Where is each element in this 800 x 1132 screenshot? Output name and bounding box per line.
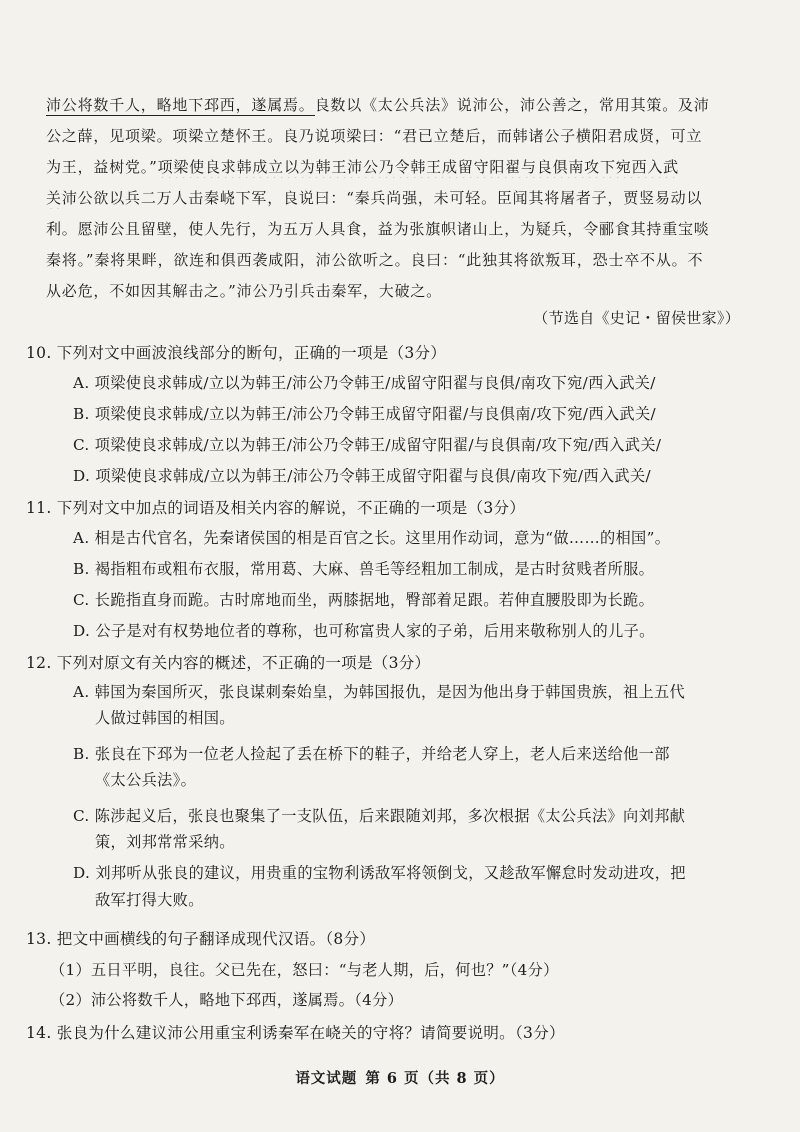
- passage-text: 为王，益树党。”: [46, 158, 158, 176]
- question-13-stem: 13. 把文中画横线的句子翻译成现代汉语。（8分）: [26, 930, 376, 948]
- question-11-stem: 11. 下列对文中加点的词语及相关内容的解说，不正确的一项是（3分）: [26, 499, 526, 517]
- footer-subject: 语文试题: [295, 1070, 358, 1087]
- question-10-stem: 10. 下列对文中画波浪线部分的断句，正确的一项是（3分）: [26, 344, 447, 362]
- question-12-option-c: C. 陈涉起义后，张良也聚集了一支队伍，后来跟随刘邦，多次根据《太公兵法》向刘邦献: [73, 807, 686, 825]
- question-12-option-a-cont: 人做过韩国的相国。: [95, 709, 235, 727]
- footer-page-number: 第 6 页（共 8 页）: [365, 1070, 505, 1087]
- passage-source: （节选自《史记・留侯世家》）: [533, 309, 740, 327]
- question-10-option-b: B. 项梁使良求韩成/立以为韩王/沛公乃令韩王成留守阳翟/与良俱南/攻下宛/西入武关/: [73, 405, 656, 423]
- question-10-option-d: D. 项梁使良求韩成/立以为韩王/沛公乃令韩王成留守阳翟与良俱/南攻下宛/西入武关/: [73, 467, 651, 485]
- question-12-stem: 12. 下列对原文有关内容的概述，不正确的一项是（3分）: [26, 654, 431, 672]
- question-11-option-c: C. 长跪指直身而跪。古时席地而坐，两膝据地，臀部着足跟。若伸直腰股即为长跪。: [73, 591, 655, 609]
- question-12-option-d-cont: 敌军打得大败。: [95, 891, 204, 909]
- passage-line-5: [46, 218, 758, 240]
- passage-text: 秦将。”秦将果畔，欲连和俱西袭咸阳，沛公欲听之。良曰：“此独其将欲叛耳，恐士卒不从。不: [46, 251, 704, 269]
- passage-line-4: [46, 187, 758, 209]
- passage-text: 沛公欲以兵二万人击秦峣下军，良说曰：“秦兵尚强，未可轻。臣闻其将屠者子，贾竖易动以: [61, 189, 703, 207]
- question-13-item-2: （2）沛公将数千人，略地下邳西，遂属焉。（4分）: [50, 991, 404, 1009]
- wavy-underlined-text: 项梁使良求韩成立以为韩王沛公乃令韩王成留守阳翟与良俱南攻下宛西入武: [157, 158, 679, 176]
- passage-text: 良数以《太公兵法》说沛公，沛公善之，常用其策。及沛: [314, 96, 710, 114]
- question-12-option-a: A. 韩国为秦国所灭，张良谋刺秦始皇，为韩国报仇，是因为他出身于韩国贵族，祖上五代: [73, 683, 686, 701]
- question-13-item-1: （1）五日平明，良往。父已先在，怒曰：“与老人期，后，何也？”（4分）: [50, 961, 559, 979]
- passage-line-2: [46, 125, 758, 147]
- question-12-option-b-cont: 《太公兵法》。: [95, 771, 197, 789]
- passage-text: 从必危，不如因其解击之。”沛公乃引兵击秦军，大破之。: [46, 282, 442, 300]
- passage-line-3: [46, 156, 758, 178]
- question-10-option-c: C. 项梁使良求韩成/立以为韩王/沛公乃令韩王/成留守阳翟/与良俱南/攻下宛/西入武关/: [73, 436, 662, 454]
- question-11-option-d: D. 公子是对有权势地位者的尊称，也可称富贵人家的子弟，后用来敬称别人的儿子。: [73, 622, 655, 640]
- question-14-stem: 14. 张良为什么建议沛公用重宝利诱秦军在峣关的守将？请简要说明。（3分）: [26, 1024, 565, 1042]
- question-11-option-a: A. 相是古代官名，先秦诸侯国的相是百官之长。这里用作动词，意为“做……的相国”。: [73, 529, 671, 547]
- passage-text: 利。愿沛公且留壁，使人先行，为五万人具食，益为张旗帜诸山上，为疑兵，令郦食其持重宝啖: [46, 220, 710, 238]
- page-footer: [0, 1067, 800, 1088]
- question-12-option-d: D. 刘邦听从张良的建议，用贵重的宝物利诱敌军将领倒戈，又趁敌军懈怠时发动进攻，把: [73, 864, 686, 882]
- passage-line-1: [46, 94, 758, 116]
- question-10-option-a: A. 项梁使良求韩成/立以为韩王/沛公乃令韩王/成留守阳翟与良俱/南攻下宛/西入武关/: [73, 374, 656, 392]
- question-12-option-c-cont: 策，刘邦常常采纳。: [95, 833, 235, 851]
- passage-line-6: [46, 249, 758, 271]
- underlined-sentence: 沛公将数千人，略地下邳西，遂属焉。: [46, 96, 315, 114]
- passage-line-7: [46, 280, 758, 302]
- question-12-option-b: B. 张良在下邳为一位老人捡起了丢在桥下的鞋子，并给老人穿上，老人后来送给他一部: [73, 745, 670, 763]
- wavy-underlined-text: 关: [46, 189, 62, 207]
- passage-text: 公之薛，见项梁。项梁立楚怀王。良乃说项梁曰：“君已立楚后，而韩诸公子横阳君成贤，可立: [46, 127, 703, 145]
- question-11-option-b: B. 褐指粗布或粗布衣服，常用葛、大麻、兽毛等经粗加工制成，是古时贫贱者所服。: [73, 560, 655, 578]
